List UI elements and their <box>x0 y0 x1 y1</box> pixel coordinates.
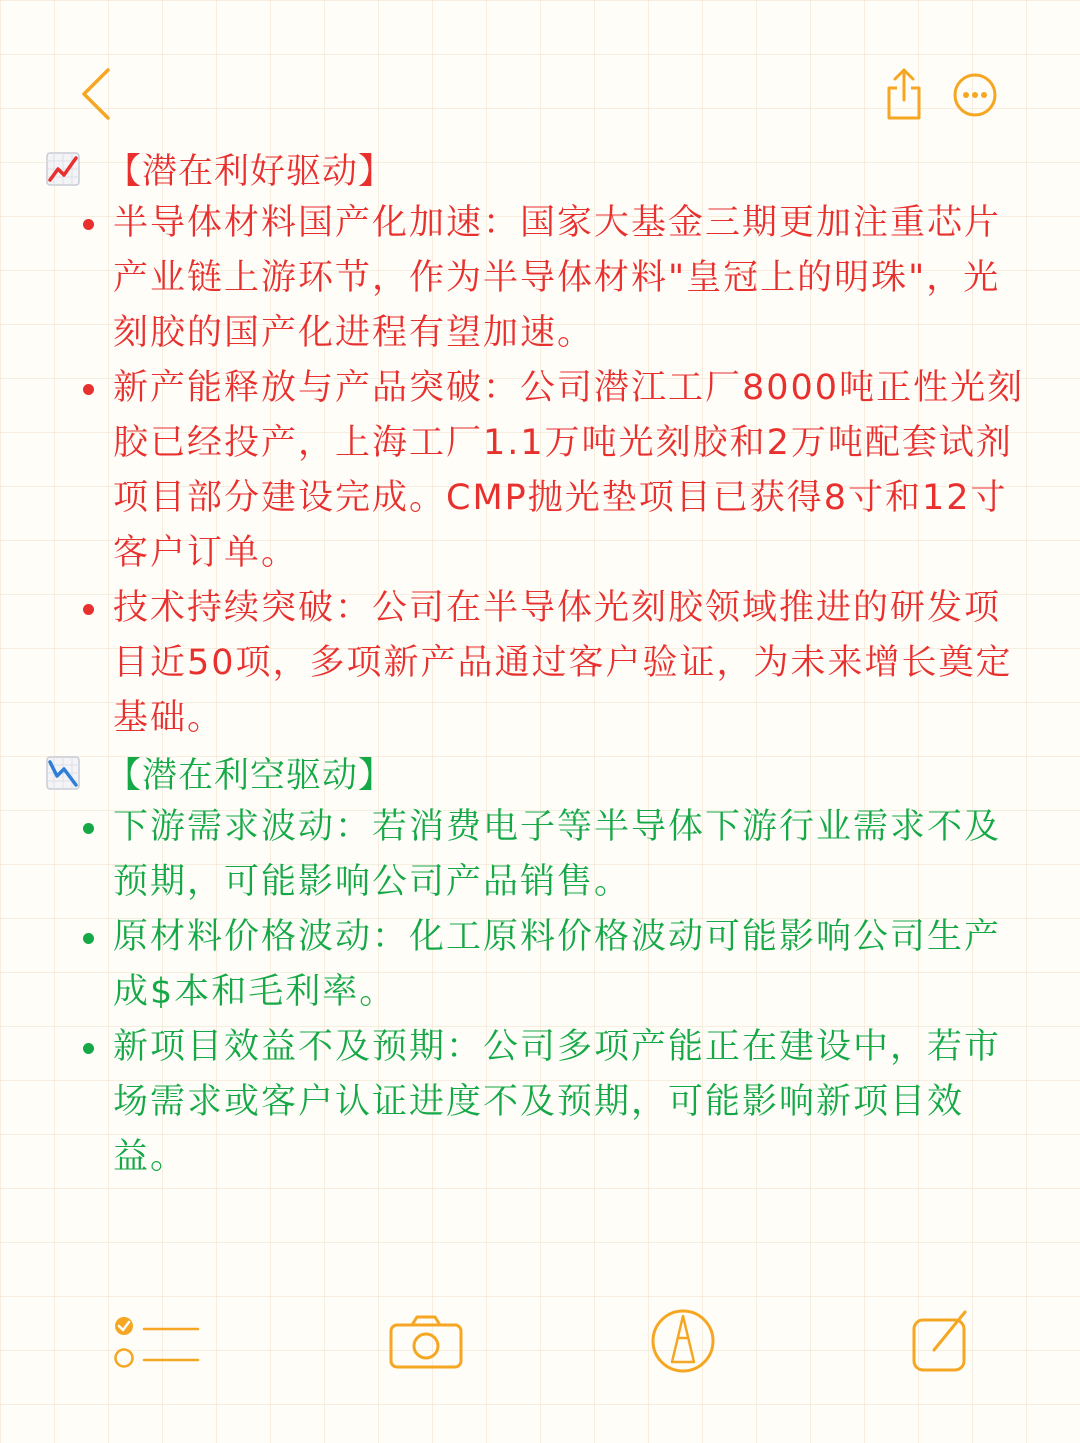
list-item <box>40 581 1035 746</box>
negative-drivers-section <box>40 746 1040 1185</box>
checklist-button[interactable] <box>112 1314 202 1374</box>
list-item-text: 下游需求波动：若消费电子等半导体下游行业需求不及预期，可能影响公司产品销售。 <box>113 807 1002 902</box>
top-navigation-bar <box>0 0 1080 140</box>
camera-icon <box>388 1314 464 1370</box>
bullet-dot <box>83 1043 94 1054</box>
positive-drivers-section <box>40 142 1040 746</box>
list-item <box>40 196 1035 361</box>
bullet-list <box>40 800 1040 1185</box>
more-icon <box>952 72 998 118</box>
bullet-dot <box>83 604 94 615</box>
list-item-text: 技术持续突破：公司在半导体光刻胶领域推进的研发项目近50项，多项新产品通过客户验证，为未来增长奠定基础。 <box>113 588 1013 738</box>
section-heading-text: 【潜在利空驱动】 <box>106 756 395 796</box>
bullet-dot <box>83 219 94 230</box>
back-button[interactable] <box>78 66 114 122</box>
note-content[interactable] <box>40 142 1040 1185</box>
camera-button[interactable] <box>388 1314 464 1370</box>
list-item <box>40 361 1035 581</box>
list-item-text: 新项目效益不及预期：公司多项产能正在建设中，若市场需求或客户认证进度不及预期，可能影响新项目效益。 <box>113 1027 1002 1177</box>
section-heading <box>40 142 1040 196</box>
list-item <box>40 800 1035 910</box>
list-item <box>40 910 1035 1020</box>
bottom-toolbar <box>0 1300 1080 1400</box>
bullet-dot <box>83 933 94 944</box>
share-button[interactable] <box>884 66 924 122</box>
share-icon <box>884 66 924 122</box>
markup-pen-icon <box>650 1308 716 1374</box>
section-heading-text: 【潜在利好驱动】 <box>106 152 395 192</box>
list-item-text: 新产能释放与产品突破：公司潜江工厂8000吨正性光刻胶已经投产，上海工厂1.1万吨光刻胶和2万吨配套试剂项目部分建设完成。CMP抛光垫项目已获得8寸和12寸客户订单。 <box>113 368 1025 573</box>
chart-increasing-icon <box>46 152 80 186</box>
chevron-left-icon <box>78 66 114 122</box>
list-item-text: 半导体材料国产化加速：国家大基金三期更加注重芯片产业链上游环节，作为半导体材料"皇冠上的明珠"，光刻胶的国产化进程有望加速。 <box>113 203 1002 353</box>
bullet-dot <box>83 384 94 395</box>
bullet-dot <box>83 823 94 834</box>
more-button[interactable] <box>952 72 998 118</box>
compose-button[interactable] <box>910 1308 970 1374</box>
compose-icon <box>910 1308 970 1374</box>
list-item-text: 原材料价格波动：化工原料价格波动可能影响公司生产成$本和毛利率。 <box>113 917 1002 1012</box>
list-item <box>40 1020 1035 1185</box>
section-heading <box>40 746 1040 800</box>
chart-decreasing-icon <box>46 756 80 790</box>
bullet-list <box>40 196 1040 746</box>
markup-button[interactable] <box>650 1308 716 1374</box>
checklist-icon <box>112 1314 202 1374</box>
